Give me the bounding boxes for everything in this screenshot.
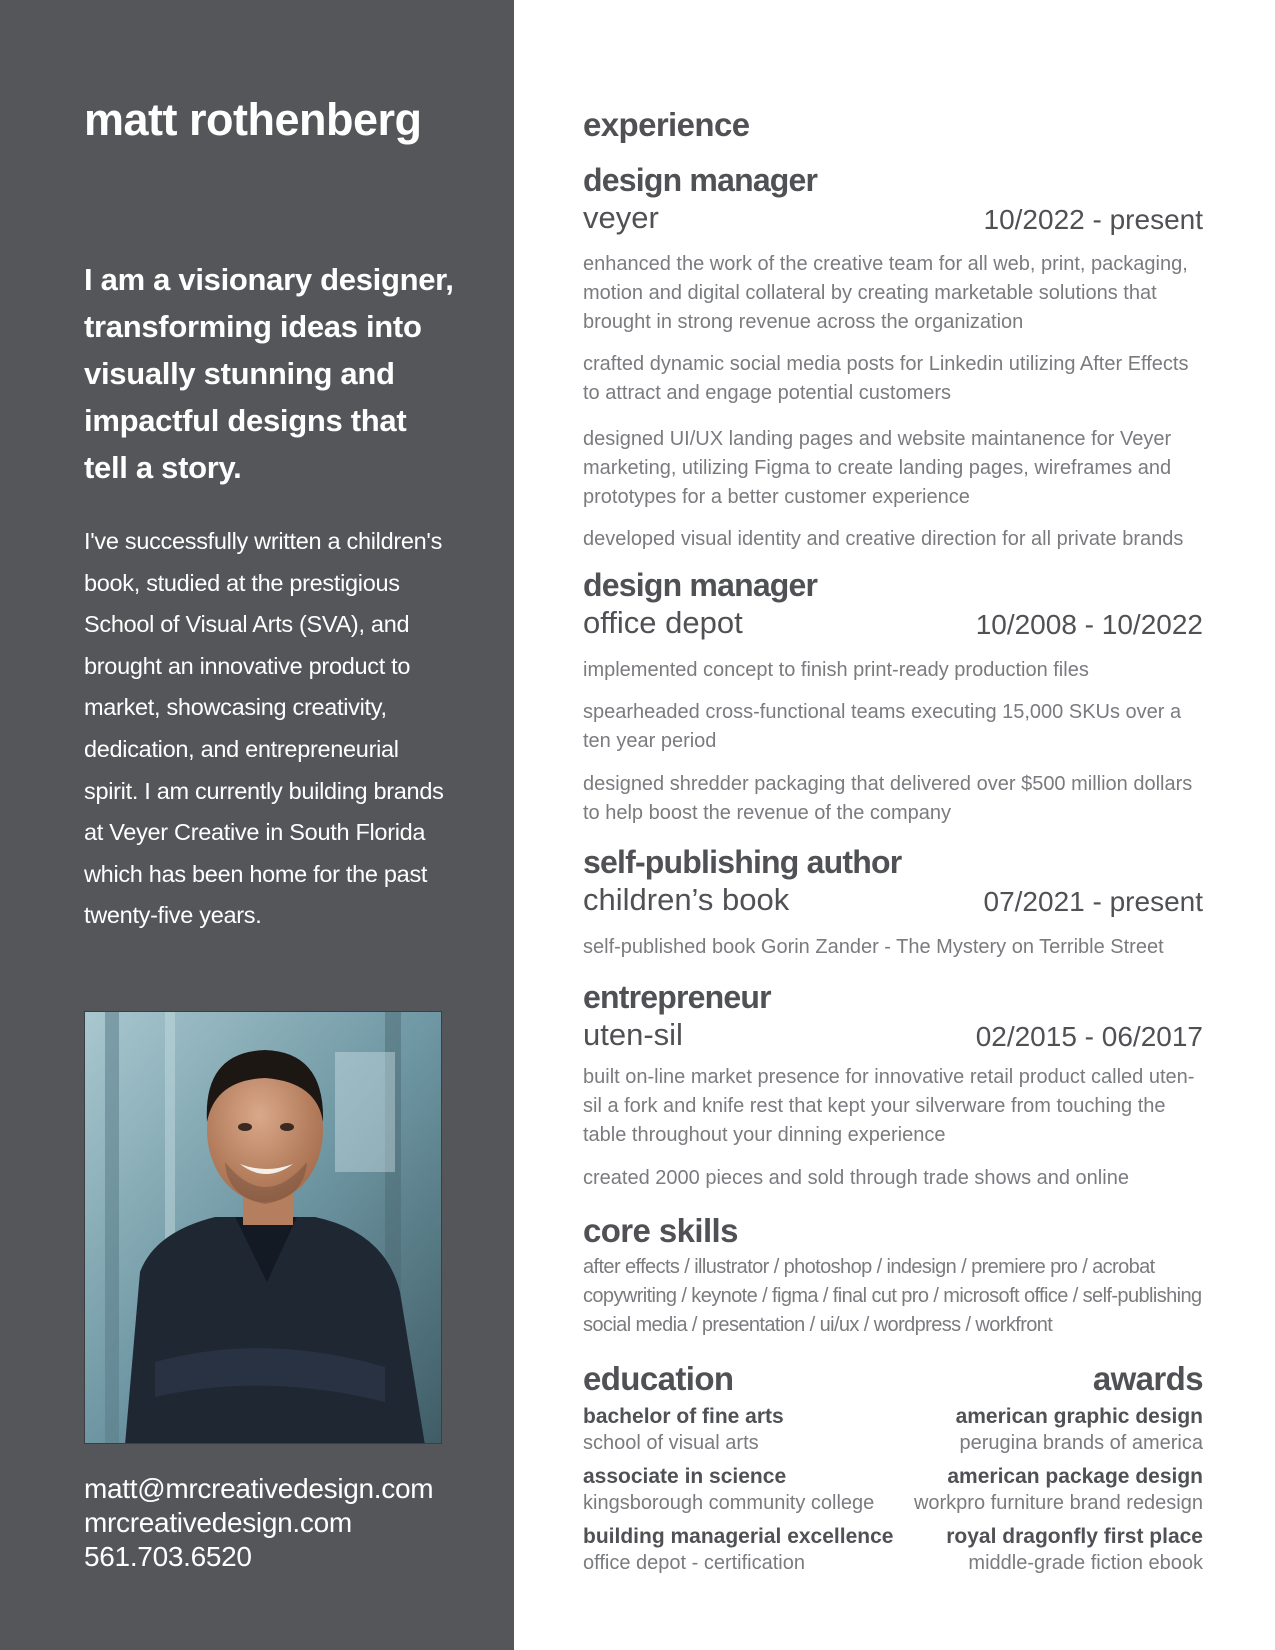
job-bullet: designed shredder packaging that delivered over $500 million dollars to help boost the revenue of the company — [583, 773, 1193, 824]
portrait-illustration — [85, 1012, 442, 1444]
job-company: office depot — [583, 605, 743, 640]
job-dates: 10/2008 - 10/2022 — [975, 609, 1203, 640]
skills-line: after effects / illustrator / photoshop / indesign / premiere pro / acrobat — [583, 1256, 1155, 1278]
award-subtitle: perugina brands of america — [959, 1432, 1203, 1454]
email-link[interactable]: matt@mrcreativedesign.com — [84, 1473, 434, 1504]
education-item — [583, 1464, 913, 1516]
job-bullet: self-published book Gorin Zander - The Mystery on Terrible Street — [583, 936, 1164, 958]
education-section — [583, 1360, 913, 1584]
job-bullet: implemented concept to finish print-ready production files — [583, 659, 1089, 681]
job-role: design manager — [583, 162, 818, 198]
bio-paragraph: I've successfully written a children's book, studied at the prestigious School of Visual Arts (SVA), and brought an innovative product to market, showcasing creativity, dedication, and entrepreneurial spirit. I am currently building brands at Veyer Creative in South Florida which has been home for the past twenty-five years. — [84, 528, 444, 929]
award-subtitle: middle-grade fiction ebook — [968, 1552, 1203, 1574]
job-company: uten-sil — [583, 1017, 683, 1052]
job-dates: 10/2022 - present — [983, 204, 1203, 235]
education-heading: education — [583, 1360, 734, 1397]
awards-heading: awards — [1092, 1360, 1203, 1397]
education-title: building managerial excellence — [583, 1525, 894, 1548]
person-name: matt rothenberg — [84, 94, 422, 145]
contact-block — [84, 1472, 433, 1574]
skills-line: copywriting / keynote / figma / final cut pro / microsoft office / self-publishing — [583, 1285, 1202, 1307]
awards-section — [873, 1360, 1203, 1584]
website-link[interactable]: mrcreativedesign.com — [84, 1507, 352, 1538]
job-company: veyer — [583, 200, 659, 235]
education-title: bachelor of fine arts — [583, 1405, 784, 1428]
job-bullet: developed visual identity and creative direction for all private brands — [583, 528, 1184, 550]
education-subtitle: kingsborough community college — [583, 1492, 875, 1514]
skills-heading: core skills — [583, 1212, 738, 1249]
job-bullet: spearheaded cross-functional teams executing 15,000 SKUs over a ten year period — [583, 701, 1182, 752]
award-item — [873, 1464, 1203, 1516]
job-bullet: created 2000 pieces and sold through trade shows and online — [583, 1167, 1129, 1189]
job-bullet: designed UI/UX landing pages and website maintanence for Veyer marketing, utilizing Figma to create landing pages, wireframes and prototypes for a better customer experience — [583, 428, 1172, 508]
job-role: self-publishing author — [583, 844, 902, 880]
job-bullet: crafted dynamic social media posts for Linkedin utilizing After Effects to attract and engage potential customers — [583, 353, 1189, 404]
profile-photo — [84, 1011, 442, 1444]
job-company: children’s book — [583, 882, 790, 917]
sidebar — [0, 0, 514, 1650]
award-title: american graphic design — [955, 1405, 1203, 1428]
education-item — [583, 1524, 913, 1576]
phone-number: 561.703.6520 — [84, 1541, 252, 1572]
award-item — [873, 1524, 1203, 1576]
skills-list — [583, 1253, 1203, 1340]
award-title: royal dragonfly first place — [946, 1525, 1203, 1548]
education-title: associate in science — [583, 1465, 787, 1488]
award-subtitle: workpro furniture brand redesign — [913, 1492, 1203, 1514]
education-item — [583, 1404, 913, 1456]
job-role: design manager — [583, 567, 818, 603]
job-bullet: enhanced the work of the creative team for all web, print, packaging, motion and digital collateral by creating marketable solutions that brought in strong revenue across the organization — [583, 253, 1188, 333]
award-item — [873, 1404, 1203, 1456]
tagline: I am a visionary designer, transforming ideas into visually stunning and impactful designs that tell a story. — [84, 262, 454, 485]
experience-heading: experience — [583, 106, 750, 143]
award-title: american package design — [947, 1465, 1203, 1488]
education-subtitle: school of visual arts — [583, 1432, 759, 1454]
job-dates: 07/2021 - present — [983, 886, 1203, 917]
job-bullet: built on-line market presence for innovative retail product called uten-sil a fork and knife rest that kept your silverware from touching the table throughout your dinning experience — [583, 1066, 1195, 1146]
education-subtitle: office depot - certification — [583, 1552, 805, 1574]
skills-line: social media / presentation / ui/ux / wordpress / workfront — [583, 1314, 1053, 1336]
job-role: entrepreneur — [583, 979, 771, 1015]
job-dates: 02/2015 - 06/2017 — [975, 1021, 1203, 1052]
